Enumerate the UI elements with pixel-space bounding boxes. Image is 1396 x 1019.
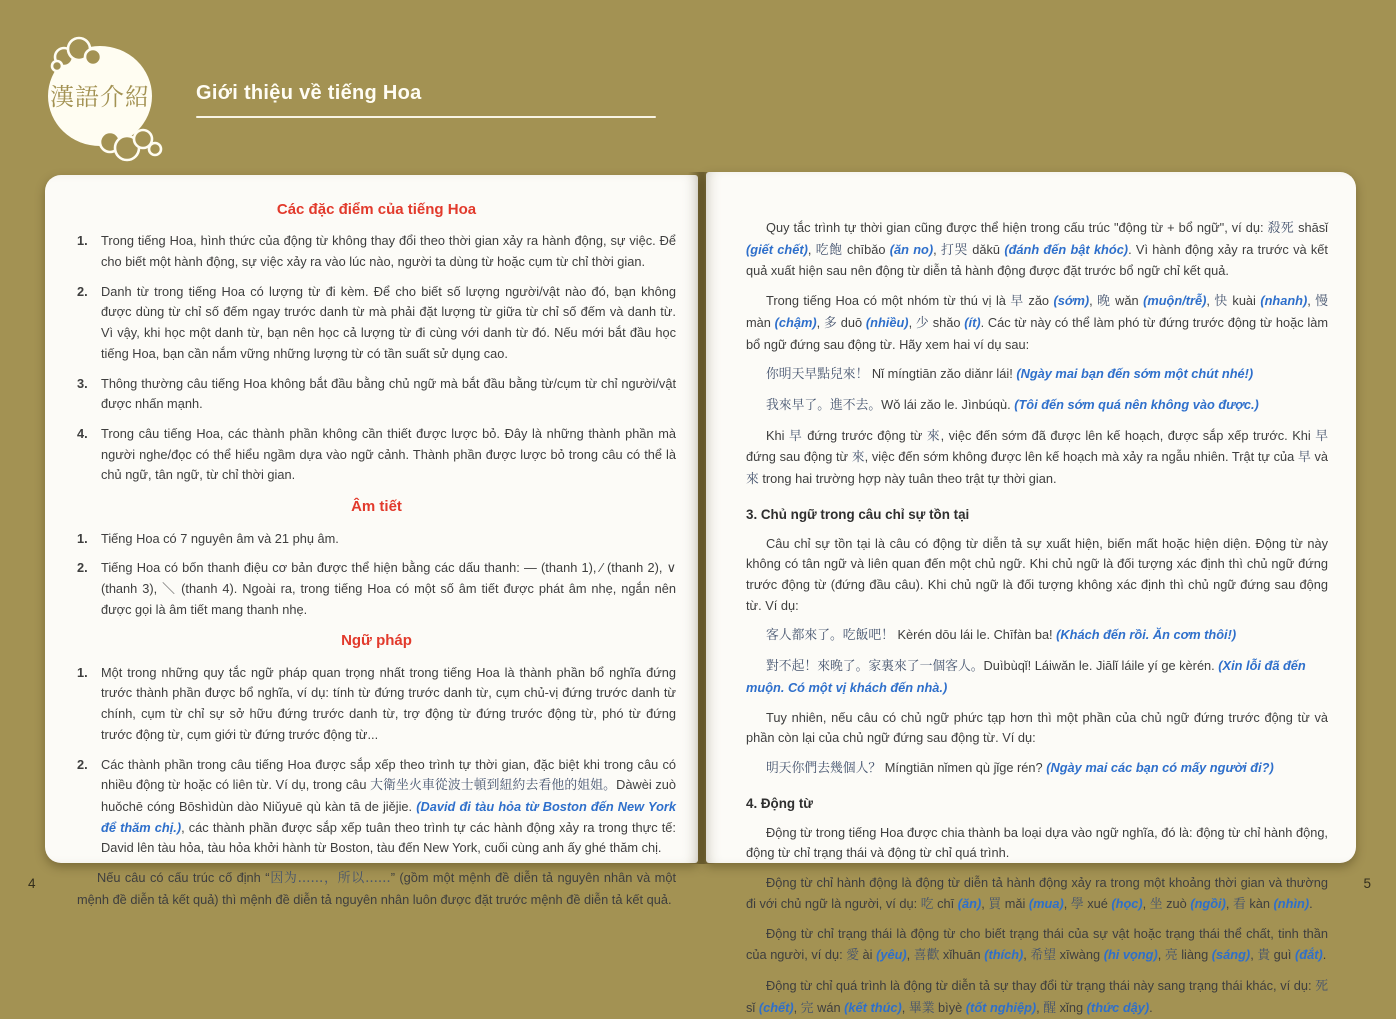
list-item-text: Trong câu tiếng Hoa, các thành phần không cần thiết được lược bỏ. Đây là những thành phần mà người nghe/đọc có thể hiểu ngầm dựa vào ngữ cảnh. Thành phần được lược bỏ trong câu có thể là chủ ngữ, tân ngữ, từ chỉ thời gian. (101, 426, 676, 483)
paragraph-zao-explanation: Khi 早 đứng trước động từ 來, việc đến sớm đã được lên kế hoạch, được sắp xếp trước. Khi 早 đứng sau động từ 來, việc đến sớm không được lên kế hoạch mà xảy ra ngẫu nhiên. Trật tự của 早 và 來 trong hai trường hợp này tuân theo trật tự thời gian. (746, 427, 1329, 488)
paragraph-interesting-words: Trong tiếng Hoa có một nhóm từ thú vị là 早 zǎo (sớm), 晚 wǎn (muộn/trễ), 快 kuài (nhanh), 慢 màn (chậm), 多 duō (nhiều), 少 shǎo (ít). Các từ này có thể làm phó từ đứng trước động từ hoặc làm bổ ngữ đứng sau động từ. Hãy xem hai ví dụ sau: (746, 293, 1329, 352)
list-item-text: Danh từ trong tiếng Hoa có lượng từ đi kèm. Để cho biết số lượng người/vật nào đó, bạn không được dùng từ chỉ số đếm ngay trước danh từ mà phải đặt lượng từ giữa từ chỉ số đếm và danh từ. Vì vậy, khi học một danh từ, bạn nên học cả lượng từ đi cùng với danh từ đó. Nếu mới bắt đầu học tiếng Hoa, bạn cần nắm vững những lượng từ có tần suất sử dụng cao. (101, 283, 676, 361)
paragraph-time-rule: Quy tắc trình tự thời gian cũng được thể hiện trong cấu trúc "động từ + bổ ngữ", ví dụ: 殺死 shāsǐ (giết chết), 吃飽 chībǎo (ăn no), 打哭 dǎkū (đánh đến bật khóc). Vì hành động xảy ra trước và kết quả xuất hiện sau nên động từ diễn tả hành động được đặt trước bổ ngữ chỉ kết quả. (746, 220, 1329, 279)
chapter-title: Giới thiệu về tiếng Hoa (196, 82, 422, 104)
page-right (706, 172, 1356, 1016)
list-item-number: 2. (77, 283, 88, 299)
list-item-text: Một trong những quy tắc ngữ pháp quan trọng nhất trong tiếng Hoa là thành phần bổ nghĩa đứng trước thành phần được bổ nghĩa, ví dụ: tính từ đứng trước danh từ, cụm chủ-vị đứng trước danh từ chính, cụm từ chỉ sự sở hữu đứng trước danh từ, trợ động từ đứng trước động từ, phó từ đứng trước động từ, cụm giới từ đứng trước động từ... (101, 664, 676, 742)
list-item (77, 374, 676, 415)
logo-text: 漢語介紹 (50, 83, 150, 111)
paragraph-verb-types: Động từ trong tiếng Hoa được chia thành ba loại dựa vào ngữ nghĩa, đó là: động từ chỉ hành động, động từ chỉ trạng thái và động từ chỉ quá trình. (746, 824, 1328, 861)
title-underline-divider (196, 116, 656, 118)
example-sentence: 客人都來了。吃飯吧！ Kèrén dōu lái le. Chīfàn ba! (Khách đến rồi. Ăn cơm thôi!) (766, 627, 1237, 644)
list-item-number: 2. (77, 560, 88, 576)
list-item-text: Tiếng Hoa có 7 nguyên âm và 21 phụ âm. (101, 530, 339, 546)
list-item-number: 3. (77, 375, 88, 391)
page-number-left: 4 (28, 876, 36, 891)
list-item-text: Thông thường câu tiếng Hoa không bắt đầu bằng chủ ngữ mà bắt đầu bằng từ/cụm từ chỉ người/vật được nhấn mạnh. (101, 375, 676, 412)
list-item (77, 231, 676, 272)
example-sentence: 你明天早點兒來！ Nǐ míngtiān zǎo diǎnr lái! (Ngày mai bạn đến sớm một chút nhé!) (766, 366, 1254, 383)
list-item-text: Các thành phần trong câu tiếng Hoa được sắp xếp theo trình tự thời gian, đặc biệt khi trong câu có nhiều động từ hoặc có liên từ. Ví dụ, trong câu 大衛坐火車從波士頓到紐約去看他的姐姐。Dàwèi zuò huǒchē cóng Bōshìdùn dào Niǔyuē qù kàn tā de jiějie. (David đi tàu hỏa từ Boston đến New York để thăm chị.), các thành phần được sắp xếp tuân theo trình tự các hành động xảy ra trong thực tế: David lên tàu hỏa, tàu hỏa khởi hành từ Boston, tàu đến New York, cuối cùng anh ấy ghé thăm chị. (101, 756, 677, 856)
heading-verbs: 4. Động từ (746, 795, 813, 811)
paragraph-existential-intro: Câu chỉ sự tồn tại là câu có động từ diễn tả sự xuất hiện, biến mất hoặc hiện diện. Động từ này không có tân ngữ và liên quan đến một chủ ngữ. Khi chủ ngữ là đối tượng xác định thì chủ ngữ đứng trước động từ (đứng đầu câu). Khi chủ ngữ là đối tượng không xác định thì chủ ngữ đứng sau động từ. Ví dụ: (746, 535, 1328, 613)
list-item (77, 424, 676, 486)
paragraph-action-verbs: Động từ chỉ hành động là động từ diễn tả hành động xảy ra trong một khoảng thời gian và thường đi với chủ ngữ là người, ví dụ: 吃 chī (ăn), 買 mǎi (mua), 學 xué (học), 坐 zuò (ngồi), 看 kàn (nhìn). (746, 874, 1328, 912)
heading-grammar: Ngữ pháp (341, 632, 412, 650)
heading-features: Các đặc điểm của tiếng Hoa (276, 201, 477, 218)
paragraph-state-verbs: Động từ chỉ trạng thái là động từ cho biết trạng thái của sự vật hoặc trạng thái thể chất, tinh thần của người, ví dụ: 愛 ài (yêu), 喜歡 xǐhuān (thích), 希望 xīwàng (hi vọng), 亮 liàng (sáng), 貴 guì (đắt). (746, 926, 1328, 964)
list-item-text: Tiếng Hoa có bốn thanh điệu cơ bản được thể hiện bằng các dấu thanh: — (thanh 1), ⁄ (thanh 2), ∨ (thanh 3), ＼ (thanh 4). Ngoài ra, trong tiếng Hoa có một số âm tiết được phát âm nhẹ, ngắn nên được gọi là âm tiết mang thanh nhẹ. (101, 560, 676, 617)
chapter-logo (28, 24, 198, 194)
list-item (77, 282, 676, 365)
paragraph-fixed-structure: Nếu câu có cấu trúc cố định “因为……，所以……” (gồm một mệnh đề diễn tả nguyên nhân và một mệnh đề diễn tả kết quả) thì mệnh đề diễn tả nguyên nhân luôn được đặt trước mệnh đề diễn tả kết quả. (77, 870, 677, 907)
list-item-number: 1. (77, 530, 88, 546)
example-sentence: 明天你們去幾個人？ Míngtiān nǐmen qù jǐge rén? (Ngày mai các bạn có mấy người đi?) (766, 760, 1274, 777)
heading-syllables: Âm tiết (351, 498, 402, 516)
list-item-number: 2. (77, 756, 88, 772)
example-sentence: 我來早了。進不去。Wǒ lái zǎo le. Jìnbúqù. (Tôi đến sớm quá nên không vào được.) (766, 397, 1259, 414)
list-item (77, 755, 676, 860)
list-item-number: 1. (77, 664, 88, 680)
list-item (77, 663, 676, 746)
page-left (45, 175, 698, 907)
page-number-right: 5 (1363, 876, 1371, 891)
list-item-number: 4. (77, 426, 88, 442)
paragraph-complex-subject: Tuy nhiên, nếu câu có chủ ngữ phức tạp hơn thì một phần của chủ ngữ đứng trước động từ và phần còn lại của chủ ngữ đứng sau động từ. Ví dụ: (746, 709, 1328, 746)
list-item-number: 1. (77, 233, 88, 249)
heading-existential-subject: 3. Chủ ngữ trong câu chỉ sự tồn tại (746, 506, 970, 522)
paragraph-process-verbs: Động từ chỉ quá trình là động từ diễn tả sự thay đổi từ trạng thái này sang trạng thái khác, ví dụ: 死 sǐ (chết), 完 wán (kết thúc), 畢業 bìyè (tốt nghiệp), 醒 xǐng (thức dậy). (746, 977, 1328, 1016)
example-sentence: 對不起！來晚了。家裏來了一個客人。Duìbùqǐ! Láiwǎn le. Jiālǐ láile yí ge kèrén. (Xin lỗi đã đến muộn. Có một vị khách đến nhà.) (746, 658, 1306, 695)
list-item (77, 558, 676, 620)
list-item (77, 529, 676, 550)
list-item-text: Trong tiếng Hoa, hình thức của động từ không thay đổi theo thời gian xảy ra hành động, sự việc. Để cho biết một hành động, sự việc xảy ra vào lúc nào, người ta dùng từ hoặc cụm từ chỉ thời gian. (101, 233, 676, 270)
